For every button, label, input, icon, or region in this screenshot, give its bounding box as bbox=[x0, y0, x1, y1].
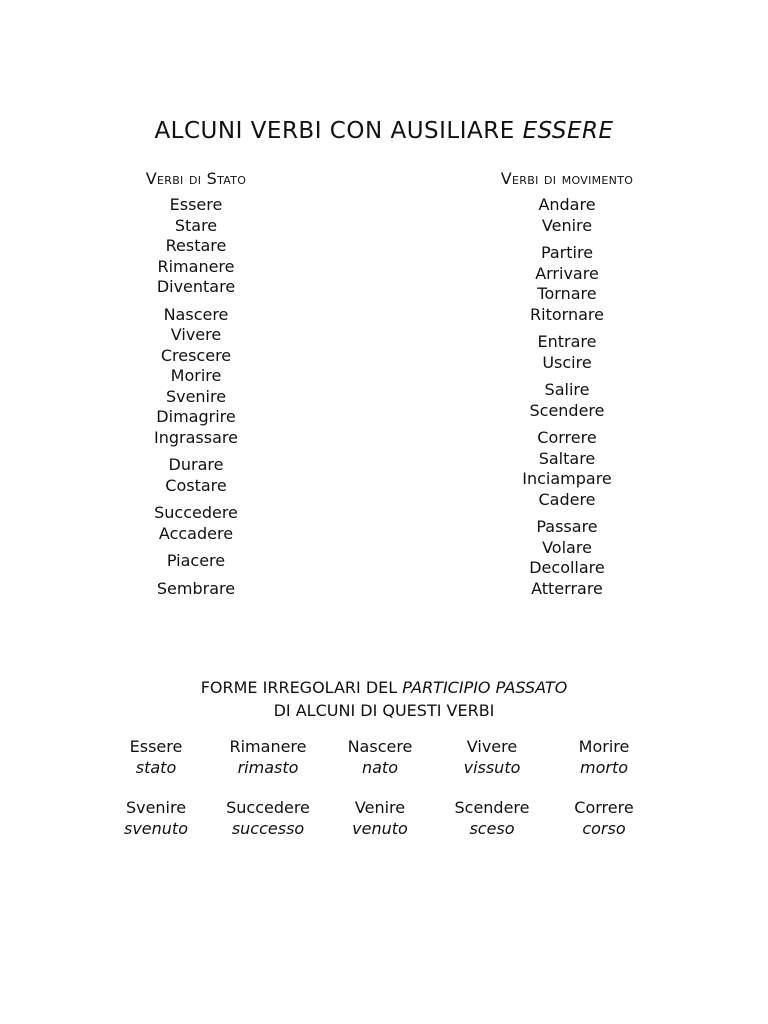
page-title-main: ALCUNI VERBI CON AUSILIARE bbox=[154, 118, 515, 144]
verb-item: Partire bbox=[540, 243, 594, 262]
column-verbi-di-stato bbox=[96, 168, 296, 606]
verb-item: Stare bbox=[174, 215, 218, 235]
infinitive-verb: Correre bbox=[574, 798, 634, 817]
page-title-emphasis: ESSERE bbox=[522, 118, 614, 144]
participle-pair bbox=[324, 736, 436, 778]
verb-group bbox=[96, 503, 296, 544]
verb-item: Accadere bbox=[158, 523, 234, 543]
participle-pair bbox=[436, 736, 548, 778]
participles-title-emphasis: PARTICIPIO PASSATO bbox=[402, 678, 568, 697]
verb-item: Durare bbox=[168, 455, 224, 474]
past-participle: successo bbox=[231, 819, 305, 838]
verb-item: Ritornare bbox=[530, 304, 604, 324]
verb-item: Costare bbox=[165, 475, 227, 495]
page-title bbox=[0, 118, 768, 144]
verb-item: Uscire bbox=[542, 352, 592, 372]
participle-pair bbox=[548, 736, 660, 778]
past-participle: stato bbox=[135, 758, 177, 777]
participles-row bbox=[100, 736, 660, 778]
infinitive-verb: Svenire bbox=[125, 798, 187, 817]
infinitive-verb: Venire bbox=[354, 798, 406, 817]
past-participle: rimasto bbox=[237, 758, 299, 777]
verb-item: Atterrare bbox=[531, 578, 603, 598]
verb-item: Salire bbox=[544, 380, 590, 399]
participle-pair bbox=[548, 797, 660, 839]
verb-group bbox=[96, 305, 296, 449]
column-heading: Verbi di movimento bbox=[500, 169, 634, 188]
verb-item: Arrivare bbox=[535, 263, 599, 283]
participles-section-title bbox=[0, 676, 768, 722]
verb-item: Correre bbox=[537, 428, 597, 447]
verb-group bbox=[96, 579, 296, 600]
verb-item: Crescere bbox=[160, 345, 232, 365]
infinitive-verb: Succedere bbox=[226, 798, 310, 817]
participles-row bbox=[100, 797, 660, 839]
participle-pair bbox=[436, 797, 548, 839]
verb-item: Scendere bbox=[529, 400, 605, 420]
verb-group bbox=[467, 243, 667, 325]
verb-item: Volare bbox=[542, 537, 592, 557]
past-participle: morto bbox=[579, 758, 628, 777]
verb-item: Entrare bbox=[537, 332, 597, 351]
participle-pair bbox=[100, 797, 212, 839]
verb-item: Dimagrire bbox=[156, 407, 236, 426]
infinitive-verb: Scendere bbox=[454, 798, 530, 817]
verb-group bbox=[467, 332, 667, 373]
past-participle: sceso bbox=[469, 819, 515, 838]
verb-item: Rimanere bbox=[157, 256, 235, 276]
verb-group bbox=[467, 517, 667, 599]
participles-title-line-1 bbox=[0, 676, 768, 699]
verb-item: Essere bbox=[169, 195, 223, 214]
infinitive-verb: Essere bbox=[129, 737, 183, 756]
verb-group bbox=[96, 551, 296, 572]
verb-groups bbox=[467, 195, 667, 599]
past-participle: corso bbox=[582, 819, 626, 838]
verb-item: Restare bbox=[165, 236, 227, 255]
verb-item: Succedere bbox=[154, 503, 238, 522]
participles-title-line-2: DI ALCUNI DI QUESTI VERBI bbox=[273, 701, 495, 720]
participle-pair bbox=[100, 736, 212, 778]
verb-item: Cadere bbox=[538, 489, 596, 509]
past-participle: svenuto bbox=[124, 819, 188, 838]
verb-item: Passare bbox=[536, 517, 598, 536]
verb-item: Ingrassare bbox=[154, 427, 238, 447]
verb-groups bbox=[96, 195, 296, 599]
infinitive-verb: Vivere bbox=[466, 737, 518, 756]
past-participle: nato bbox=[361, 758, 398, 777]
verb-item: Vivere bbox=[170, 325, 222, 344]
verb-item: Tornare bbox=[537, 284, 597, 303]
verb-group bbox=[467, 380, 667, 421]
infinitive-verb: Rimanere bbox=[229, 737, 307, 756]
participle-pair bbox=[324, 797, 436, 839]
verb-item: Inciampare bbox=[522, 469, 612, 488]
verb-group bbox=[467, 195, 667, 236]
verb-group bbox=[96, 455, 296, 496]
column-heading: Verbi di Stato bbox=[145, 169, 247, 188]
verb-item: Morire bbox=[170, 366, 222, 385]
verb-item: Saltare bbox=[538, 448, 596, 468]
verb-item: Sembrare bbox=[156, 578, 236, 598]
verb-item: Venire bbox=[541, 215, 593, 235]
verb-item: Nascere bbox=[163, 304, 229, 324]
verb-group bbox=[96, 195, 296, 298]
past-participle: venuto bbox=[352, 819, 408, 838]
participles-title-text: FORME IRREGOLARI DEL bbox=[200, 678, 398, 697]
verb-item: Piacere bbox=[166, 551, 226, 570]
verb-item: Andare bbox=[538, 195, 596, 214]
infinitive-verb: Morire bbox=[578, 737, 630, 756]
past-participle: vissuto bbox=[463, 758, 521, 777]
verb-item: Decollare bbox=[529, 558, 605, 577]
participle-pair bbox=[212, 797, 324, 839]
infinitive-verb: Nascere bbox=[347, 737, 413, 756]
verb-item: Svenire bbox=[165, 386, 227, 406]
verb-item: Diventare bbox=[156, 277, 236, 296]
verb-group bbox=[467, 428, 667, 510]
column-verbi-di-movimento bbox=[467, 168, 667, 606]
participle-pair bbox=[212, 736, 324, 778]
